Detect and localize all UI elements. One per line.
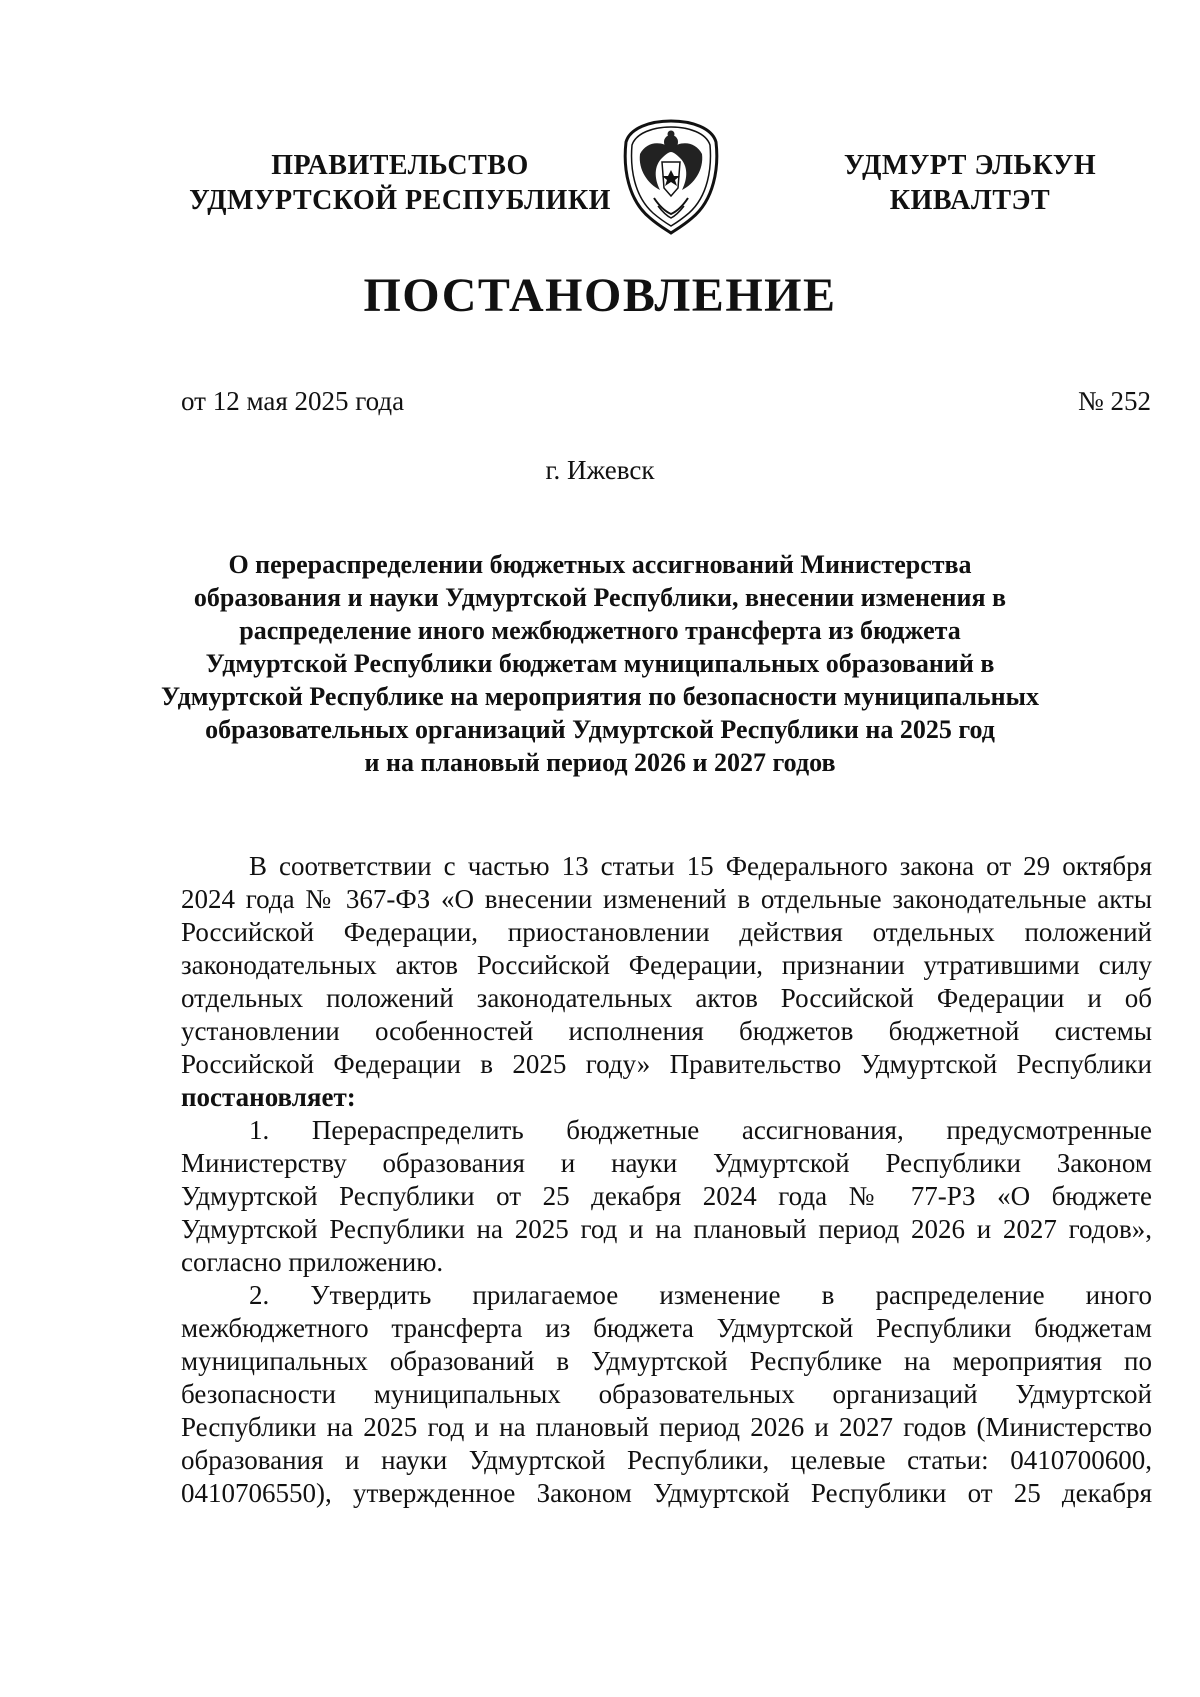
body-line: Министерству образования и науки Удмуртской Республики Законом — [181, 1148, 1152, 1178]
document-number: № 252 — [1077, 386, 1151, 416]
org-name-russian — [170, 148, 630, 218]
title-line: Удмуртской Республике на мероприятия по безопасности муниципальных — [161, 682, 1039, 711]
body-line: отдельных положений законодательных актов Российской Федерации и об — [181, 983, 1152, 1013]
body-line: 0410706550), утвержденное Законом Удмуртской Республики от 25 декабря — [181, 1478, 1152, 1508]
org-name-russian-line2: УДМУРТСКОЙ РЕСПУБЛИКИ — [189, 185, 611, 216]
body-line: Удмуртской Республики от 25 декабря 2024 года № 77-РЗ «О бюджете — [181, 1181, 1152, 1211]
org-name-udmurt-line1: УДМУРТ ЭЛЬКУН — [843, 150, 1097, 181]
org-name-udmurt-line2: КИВАЛТЭТ — [889, 185, 1051, 216]
body-line: безопасности муниципальных образовательных организаций Удмуртской — [181, 1379, 1152, 1409]
body-line: В соответствии с частью 13 статьи 15 Федерального закона от 29 октября — [249, 851, 1152, 881]
document-type-heading: ПОСТАНОВЛЕНИЕ — [363, 269, 837, 322]
title-line: образовательных организаций Удмуртской Республики на 2025 год — [205, 715, 995, 744]
body-line: муниципальных образований в Удмуртской Республике на мероприятия по — [181, 1346, 1152, 1376]
title-line: Удмуртской Республики бюджетам муниципальных образований в — [205, 649, 995, 678]
document-body — [181, 850, 1152, 1510]
org-name-udmurt — [820, 148, 1120, 218]
body-line: 2. Утвердить прилагаемое изменение в распределение иного — [249, 1280, 1152, 1310]
resolves-word: постановляет: — [181, 1082, 356, 1112]
title-line: О перераспределении бюджетных ассигнований Министерства — [228, 550, 972, 579]
title-line: образования и науки Удмуртской Республики, внесении изменения в — [193, 583, 1007, 612]
title-line: и на плановый период 2026 и 2027 годов — [364, 748, 836, 777]
body-line: межбюджетного трансферта из бюджета Удмуртской Республики бюджетам — [181, 1313, 1152, 1343]
item-1-paragraph — [181, 1114, 1152, 1279]
body-line: Российской Федерации в 2025 году» Правительство Удмуртской Республики — [181, 1049, 1152, 1079]
body-line: Республики на 2025 год и на плановый период 2026 и 2027 годов (Министерство — [181, 1412, 1152, 1442]
body-line: 1. Перераспределить бюджетные ассигнования, предусмотренные — [249, 1115, 1152, 1145]
document-date: от 12 мая 2025 года — [181, 386, 405, 416]
coat-of-arms-icon — [620, 118, 722, 236]
body-line: законодательных актов Российской Федерации, признании утратившими силу — [181, 950, 1152, 980]
body-line: Российской Федерации, приостановлении действия отдельных положений — [181, 917, 1152, 947]
body-line: Удмуртской Республики на 2025 год и на плановый период 2026 и 2027 годов», — [181, 1214, 1152, 1244]
document-city: г. Ижевск — [545, 455, 655, 485]
preamble-paragraph — [181, 850, 1152, 1114]
item-2-paragraph — [181, 1279, 1152, 1510]
body-line: образования и науки Удмуртской Республики, целевые статьи: 0410700600, — [181, 1445, 1152, 1475]
body-line: согласно приложению. — [181, 1247, 444, 1277]
body-line: 2024 года № 367-ФЗ «О внесении изменений в отдельные законодательные акты — [181, 884, 1152, 914]
org-name-russian-line1: ПРАВИТЕЛЬСТВО — [271, 150, 529, 181]
document-title — [150, 548, 1050, 779]
title-line: распределение иного межбюджетного трансферта из бюджета — [239, 616, 961, 645]
body-line: установлении особенностей исполнения бюджетов бюджетной системы — [181, 1016, 1152, 1046]
